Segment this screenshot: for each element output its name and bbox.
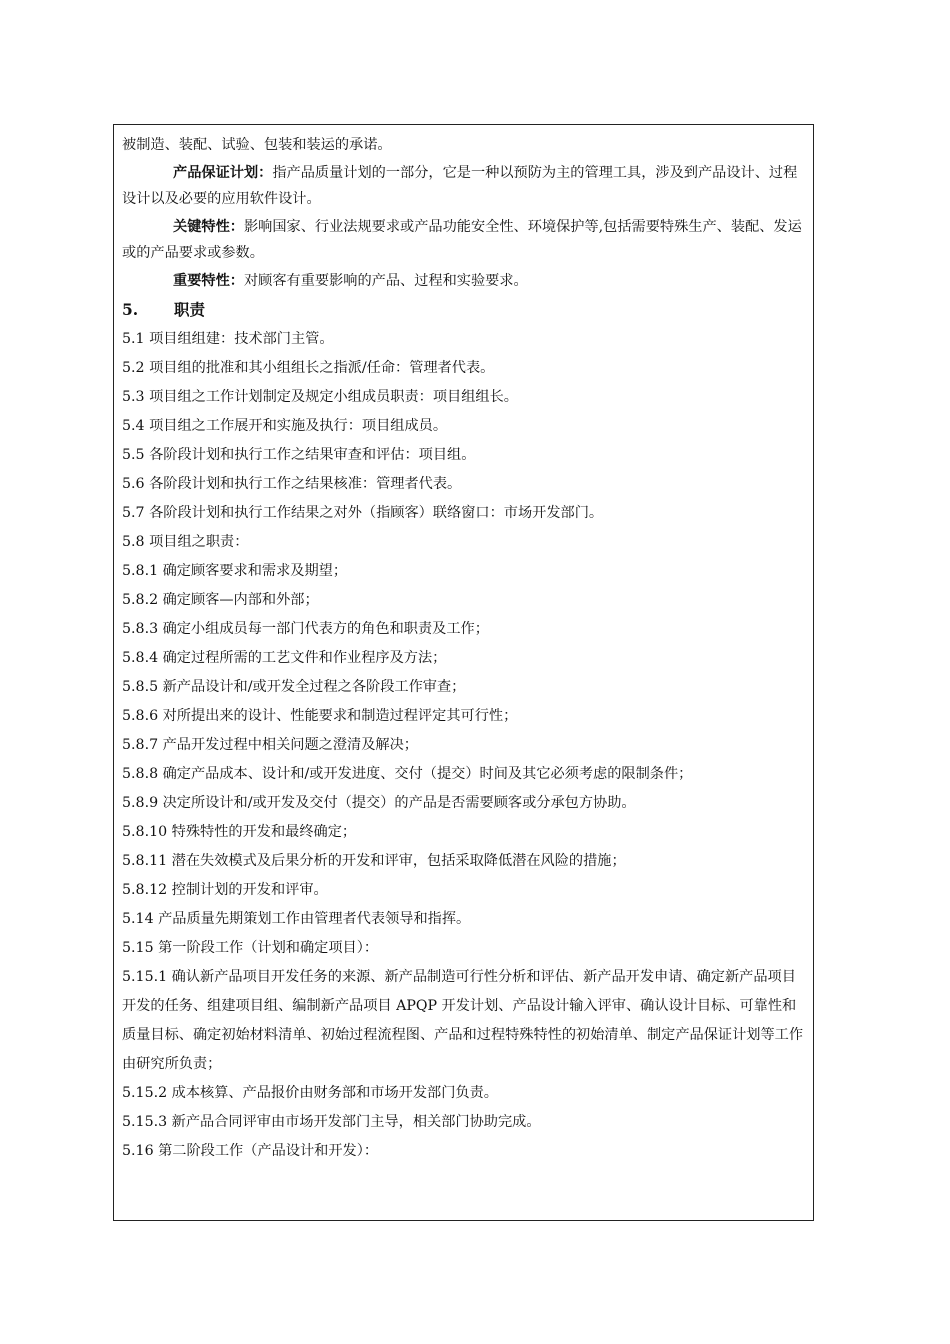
list-item: 5.6 各阶段计划和执行工作之结果核准：管理者代表。 (122, 476, 462, 492)
list-item: 5.8.12 控制计划的开发和评审。 (122, 882, 328, 898)
list-item: 5.14 产品质量先期策划工作由管理者代表领导和指挥。 (122, 911, 471, 927)
definition-term: 产品保证计划： (173, 165, 273, 181)
list-item: 5.8.1 确定顾客要求和需求及期望； (122, 563, 348, 579)
list-item: 5.15.3 新产品合同评审由市场开发部门主导，相关部门协助完成。 (122, 1114, 541, 1130)
definition-text: 对顾客有重要影响的产品、过程和实验要求。 (243, 273, 528, 289)
document-content (122, 132, 808, 1166)
list-item: 5.8.3 确定小组成员每一部门代表方的角色和职责及工作； (122, 621, 489, 637)
list-item: 5.2 项目组的批准和其小组组长之指派/任命：管理者代表。 (122, 360, 495, 376)
definition-continuation (122, 132, 808, 158)
list-item: 5.7 各阶段计划和执行工作结果之对外（指顾客）联络窗口：市场开发部门。 (122, 505, 604, 521)
list-item: 5.8 项目组之职责： (122, 534, 249, 550)
definition-key-characteristics (122, 214, 808, 266)
list-item: 5.8.5 新产品设计和/或开发全过程之各阶段工作审查； (122, 679, 466, 695)
list-item: 5.1 项目组组建：技术部门主管。 (122, 331, 334, 347)
list-item: 5.8.8 确定产品成本、设计和/或开发进度、交付（提交）时间及其它必须考虑的限制条件； (122, 766, 693, 782)
list-item: 5.8.7 产品开发过程中相关问题之澄清及解决； (122, 737, 418, 753)
list-item: 5.15 第一阶段工作（计划和确定项目）： (122, 940, 379, 956)
section-title: 职责 (174, 300, 206, 319)
list-item: 5.4 项目组之工作展开和实施及执行：项目组成员。 (122, 418, 448, 434)
list-item: 5.3 项目组之工作计划制定及规定小组成员职责：项目组组长。 (122, 389, 518, 405)
definition-important-characteristics (122, 268, 808, 294)
list-item: 5.8.6 对所提出来的设计、性能要求和制造过程评定其可行性； (122, 708, 518, 724)
list-item: 5.8.11 潜在失效模式及后果分析的开发和评审，包括采取降低潜在风险的措施； (122, 853, 626, 869)
section-number: 5. (122, 300, 139, 319)
definition-text: 被制造、装配、试验、包装和装运的承诺。 (122, 137, 392, 153)
definition-text: 影响国家、行业法规要求或产品功能安全性、环境保护等,包括需要特殊生产、装配、发运或的产品要求或参数。 (122, 219, 802, 261)
list-item: 5.8.2 确定顾客—内部和外部； (122, 592, 319, 608)
list-item: 5.5 各阶段计划和执行工作之结果审查和评估：项目组。 (122, 447, 476, 463)
list-item-5-15-1: 5.15.1 确认新产品项目开发任务的来源、新产品制造可行性分析和评估、新产品开发申请、确定新产品项目开发的任务、组建项目组、编制新产品项目 APQP 开发计划、产品设计输入评审、确认设计目标、可靠性和质量目标、确定初始材料清单、初始过程流程图、产品和过程特殊特性的初始清单、制定产品保证计划等工作由研究所负责； (122, 969, 804, 1072)
list-item: 5.8.9 决定所设计和/或开发及交付（提交）的产品是否需要顾客或分承包方协助。 (122, 795, 636, 811)
list-item: 5.15.2 成本核算、产品报价由财务部和市场开发部门负责。 (122, 1085, 498, 1101)
definition-term: 重要特性： (173, 273, 244, 289)
section-heading (122, 296, 808, 323)
definition-term: 关键特性： (173, 219, 244, 235)
list-item: 5.16 第二阶段工作（产品设计和开发）： (122, 1143, 379, 1159)
list-item: 5.8.10 特殊特性的开发和最终确定； (122, 824, 357, 840)
definition-product-assurance-plan (122, 160, 808, 212)
definition-text: 指产品质量计划的一部分，它是一种以预防为主的管理工具，涉及到产品设计、过程设计以及必要的应用软件设计。 (122, 165, 798, 207)
list-item: 5.8.4 确定过程所需的工艺文件和作业程序及方法； (122, 650, 447, 666)
